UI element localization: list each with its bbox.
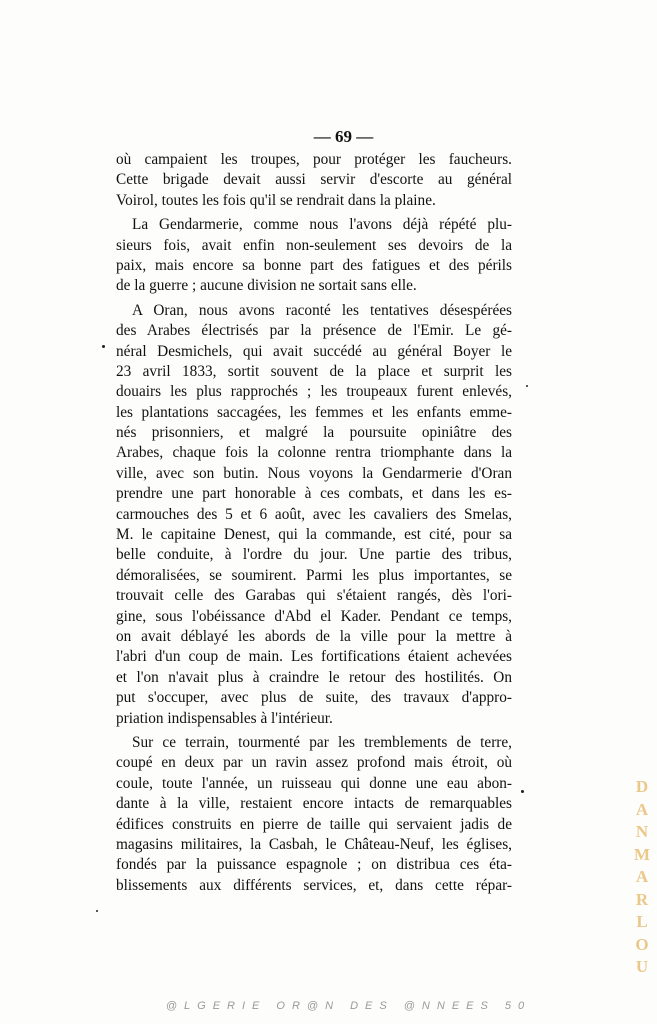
text-line: les plantations saccagées, les femmes et les enfants emme- xyxy=(116,403,512,421)
text-line: néral Desmichels, qui avait succédé au général Boyer le xyxy=(116,342,512,360)
text-line: Cette brigade devait aussi servir d'escorte au général xyxy=(116,171,512,189)
text-line: Sur ce terrain, tourmenté par les tremblements de terre, xyxy=(132,733,512,751)
footer-watermark: @LGERIE OR@N DES @NNEES 50 xyxy=(165,1000,532,1012)
side-watermark-letter: D xyxy=(635,777,649,796)
page-number: — 69 — xyxy=(313,127,374,146)
scan-speck xyxy=(102,345,105,348)
text-line: coupé en deux par un ravin assez profond mais étroit, où xyxy=(116,754,512,772)
text-line: M. le capitaine Denest, qui la commande, est cité, pour sa xyxy=(116,526,512,544)
side-watermark-letter: L xyxy=(636,912,648,931)
text-line: et l'on n'avait plus à craindre le retour des hostilités. On xyxy=(116,668,512,686)
side-watermark-letter: R xyxy=(635,889,649,909)
text-line: gine, sous l'obéissance d'Abd el Kader. Pendant ce temps, xyxy=(116,607,512,625)
text-line: Arabes, chaque fois la colonne rentra triomphante dans la xyxy=(116,444,512,462)
text-line: magasins militaires, la Casbah, le Château-Neuf, les églises, xyxy=(116,835,512,853)
text-line: où campaient les troupes, pour protéger les faucheurs. xyxy=(116,151,512,168)
body-text xyxy=(116,150,512,896)
side-watermark-letter: A xyxy=(635,867,649,886)
text-line: blissements aux différents services, et, dans cette répar- xyxy=(116,876,512,894)
text-line: douairs les plus rapprochés ; les troupeaux furent enlevés, xyxy=(116,383,512,401)
side-watermark-letter: M xyxy=(633,844,651,864)
text-line: dante à la ville, restaient encore intacts de remarquables xyxy=(116,795,512,813)
text-line: fondés par la puissance espagnole ; on distribua ces éta- xyxy=(116,856,512,874)
text-line: démoralisées, se soumirent. Parmi les plus importantes, se xyxy=(116,566,512,584)
text-line: nés prisonniers, et malgré la poursuite opiniâtre des xyxy=(116,424,512,442)
side-watermark xyxy=(630,776,654,979)
text-line: paix, mais encore sa bonne part des fatigues et des périls xyxy=(116,256,512,274)
text-line: priation indispensables à l'intérieur. xyxy=(116,709,333,727)
text-line: put s'occuper, avec plus de suite, des travaux d'appro- xyxy=(116,689,512,707)
text-line: coule, toute l'année, un ruisseau qui donne une eau abon- xyxy=(116,774,512,792)
text-line: prendre une part honorable à ces combats, et dans les es- xyxy=(116,485,512,503)
text-line: 23 avril 1833, sortit souvent de la place et surprit les xyxy=(116,362,512,380)
text-line: carmouches des 5 et 6 août, avec les cavaliers des Smelas, xyxy=(116,505,512,523)
text-line: A Oran, nous avons raconté les tentatives désespérées xyxy=(132,301,512,319)
scan-speck xyxy=(521,790,524,793)
scan-speck xyxy=(526,385,528,387)
text-line: édifices construits en pierre de taille qui servaient jadis de xyxy=(116,815,512,833)
text-line: belle conduite, à l'ordre du jour. Une partie des tribus, xyxy=(116,546,512,564)
side-watermark-letter: A xyxy=(635,799,649,819)
side-watermark-letter: U xyxy=(635,957,649,976)
text-line: l'abri d'un coup de main. Les fortifications étaient achevées xyxy=(116,648,512,666)
side-watermark-letter: N xyxy=(635,822,649,841)
text-line: ville, avec son butin. Nous voyons la Gendarmerie d'Oran xyxy=(116,464,512,482)
text-line: sieurs fois, avait enfin non-seulement ses devoirs de la xyxy=(116,236,512,254)
text-line: on avait déblayé les abords de la ville pour la mettre à xyxy=(116,627,512,645)
text-line: trouvait celle des Garabas qui s'étaient rangés, dès l'ori- xyxy=(116,587,512,605)
text-line: La Gendarmerie, comme nous l'avons déjà répété plu- xyxy=(132,216,512,234)
scan-speck xyxy=(96,910,98,912)
text-line: Voirol, toutes les fois qu'il se rendrait dans la plaine. xyxy=(116,191,436,209)
text-line: des Arabes électrisés par la présence de l'Emir. Le gé- xyxy=(116,322,512,340)
text-line: de la guerre ; aucune division ne sortait sans elle. xyxy=(116,277,417,295)
side-watermark-letter: O xyxy=(635,934,649,954)
